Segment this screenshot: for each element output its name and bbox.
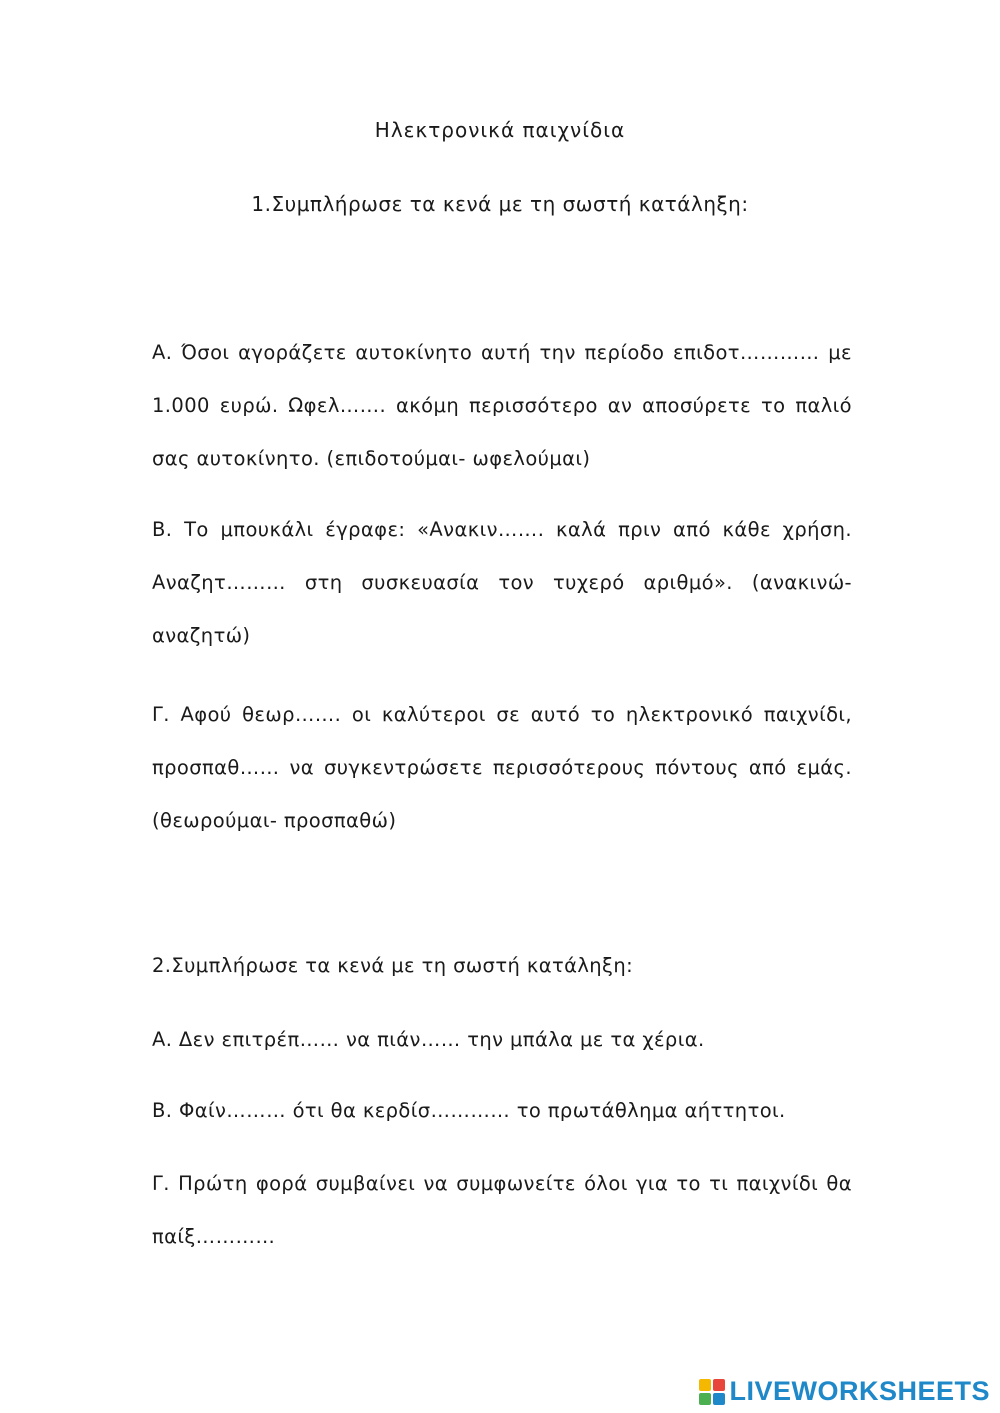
exercise-1-heading: 1.Συμπλήρωσε τα κενά με τη σωστή κατάληξη: xyxy=(251,192,749,216)
exercise-1-item-c: Γ. Αφού θεωρ……. οι καλύτεροι σε αυτό το ηλεκτρονικό παιχνίδι, προσπαθ…… να συγκεντρώσετε περισσότερους πόντους από εμάς. (θεωρούμαι- προσπαθώ) xyxy=(152,703,852,832)
exercise-1-item-b: Β. Το μπουκάλι έγραφε: «Ανακιν……. καλά πριν από κάθε χρήση. Αναζητ……… στη συσκευασία τον τυχερό αριθμό». (ανακινώ- αναζητώ) xyxy=(152,518,852,647)
exercise-2-item-b: Β. Φαίν……… ότι θα κερδίσ………… το πρωτάθλημα αήττητοι. xyxy=(152,1099,786,1122)
liveworksheets-logo-icon xyxy=(699,1379,725,1405)
logo-square-icon xyxy=(713,1393,725,1405)
exercise-1-item-a: Α. Όσοι αγοράζετε αυτοκίνητο αυτή την περίοδο επιδοτ………… με 1.000 ευρώ. Ωφελ……. ακόμη περισσότερο αν αποσύρετε το παλιό σας αυτοκίνητο. (επιδοτούμαι- ωφελούμαι) xyxy=(152,341,852,470)
logo-square-icon xyxy=(699,1393,711,1405)
liveworksheets-logo xyxy=(699,1376,990,1407)
page-title: Ηλεκτρονικά παιχνίδια xyxy=(374,118,626,142)
liveworksheets-logo-text: LIVEWORKSHEETS xyxy=(729,1376,990,1406)
exercise-2-item-c: Γ. Πρώτη φορά συμβαίνει να συμφωνείτε όλοι για το τι παιχνίδι θα παίξ………… xyxy=(152,1172,852,1248)
exercise-2-item-a: Α. Δεν επιτρέπ…… να πιάν…… την μπάλα με τα χέρια. xyxy=(152,1028,705,1051)
logo-square-icon xyxy=(699,1379,711,1391)
exercise-2-heading: 2.Συμπλήρωσε τα κενά με τη σωστή κατάληξη: xyxy=(152,954,634,977)
logo-square-icon xyxy=(713,1379,725,1391)
